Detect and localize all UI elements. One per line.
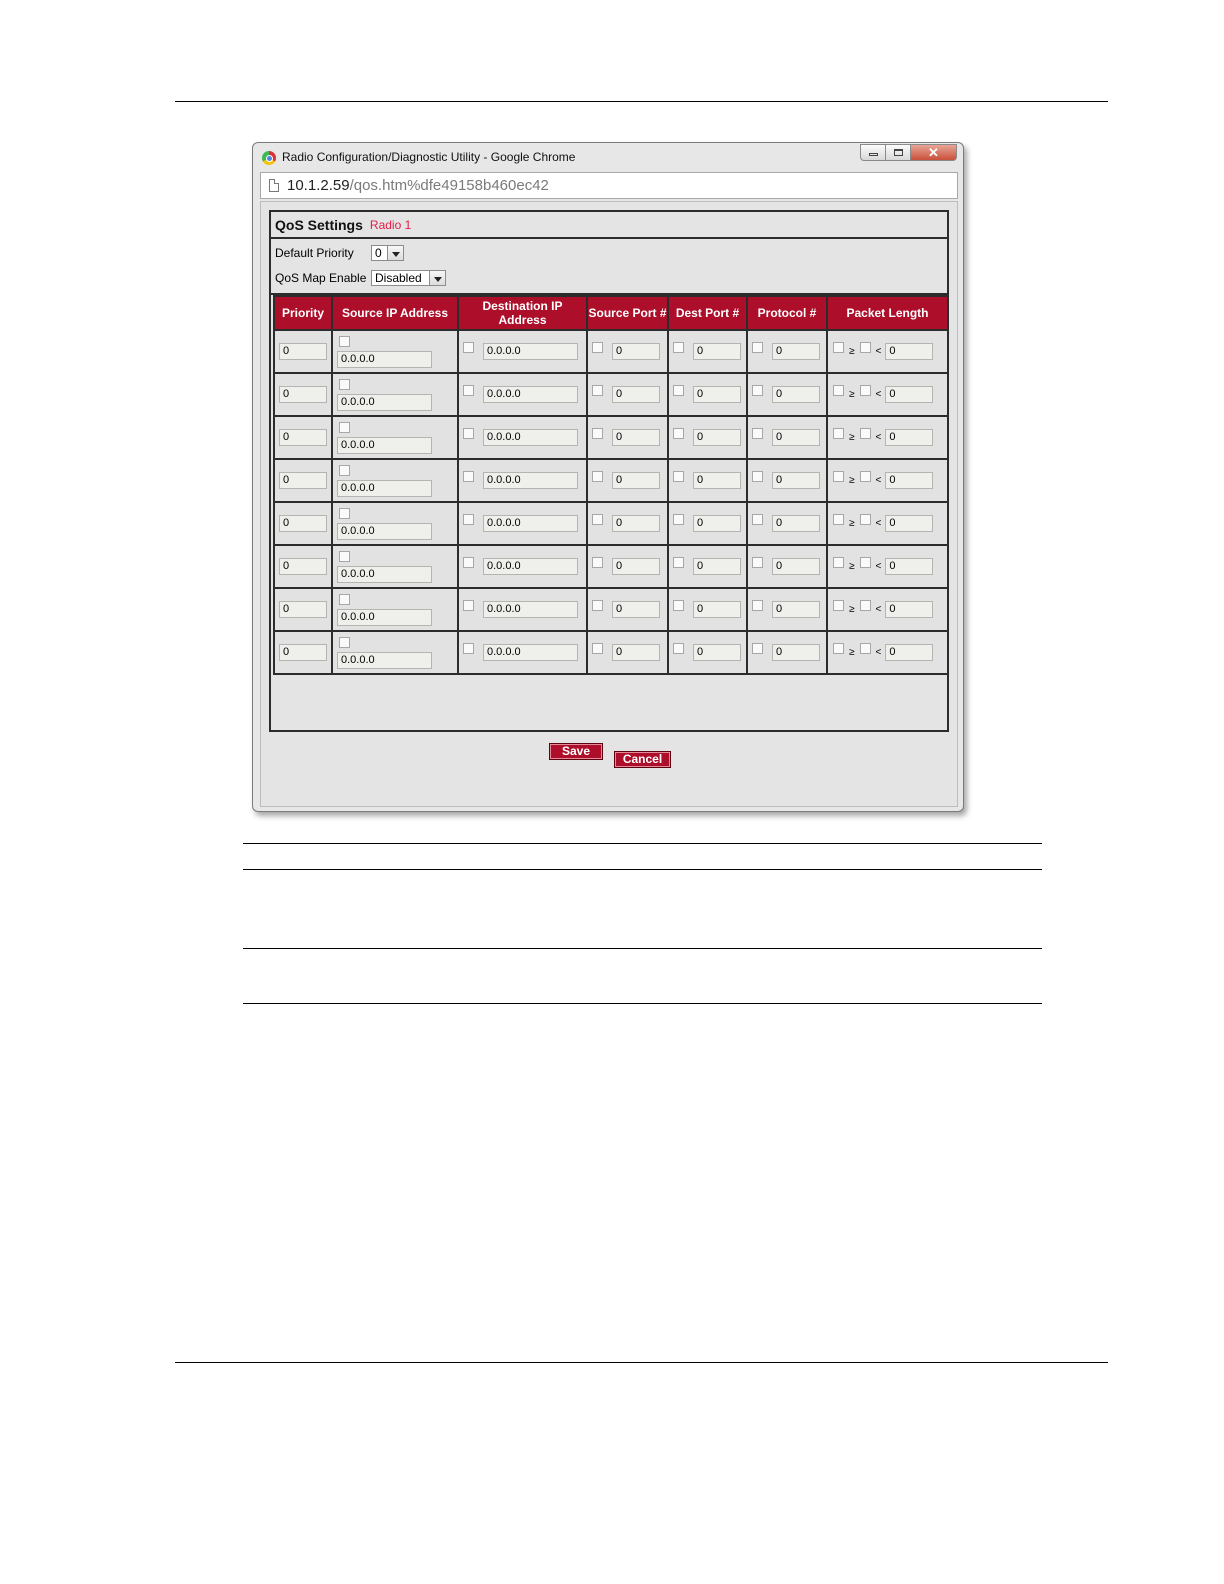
dest-port-cell [668,502,747,545]
page-content [260,201,958,807]
priority-input[interactable]: 0 [279,601,327,618]
panel-header [271,212,947,239]
source-port-checkbox[interactable] [592,342,603,353]
priority-cell [274,330,332,373]
packet-length-ge-checkbox[interactable] [833,385,844,396]
source-port-checkbox[interactable] [592,385,603,396]
table-rule [243,843,1042,844]
packet-length-cell [827,373,948,416]
chrome-logo-icon [262,151,276,165]
destination-ip-checkbox[interactable] [463,557,474,568]
protocol-checkbox[interactable] [752,385,763,396]
destination-ip-input[interactable]: 0.0.0.0 [483,386,578,403]
priority-input[interactable]: 0 [279,386,327,403]
source-port-checkbox[interactable] [592,600,603,611]
dest-port-checkbox[interactable] [673,643,684,654]
protocol-cell [747,545,827,588]
save-button[interactable]: Save [549,743,603,760]
priority-input[interactable]: 0 [279,343,327,360]
source-ip-cell [332,502,458,545]
source-ip-input[interactable]: 0.0.0.0 [337,566,432,583]
packet-length-cell [827,588,948,631]
dest-port-input[interactable]: 0 [693,472,741,489]
lt-symbol: < [875,432,882,443]
dest-port-checkbox[interactable] [673,600,684,611]
protocol-cell [747,330,827,373]
lt-symbol: < [875,518,882,529]
priority-input[interactable]: 0 [279,429,327,446]
window-title: Radio Configuration/Diagnostic Utility - Google Chrome [282,150,576,164]
ge-symbol: ≥ [849,647,855,658]
source-ip-checkbox[interactable] [339,336,350,347]
source-port-cell [587,631,668,674]
source-port-cell [587,502,668,545]
source-ip-input[interactable]: 0.0.0.0 [337,652,432,669]
default-priority-row [275,245,404,261]
source-ip-checkbox[interactable] [339,422,350,433]
priority-cell [274,545,332,588]
destination-ip-cell [458,545,587,588]
packet-length-ge-checkbox[interactable] [833,643,844,654]
column-header-source-port: Source Port # [587,296,668,330]
page-icon [269,179,279,192]
column-header-dest-port: Dest Port # [668,296,747,330]
source-port-input[interactable]: 0 [612,472,660,489]
protocol-cell [747,459,827,502]
source-port-input[interactable]: 0 [612,558,660,575]
protocol-checkbox[interactable] [752,600,763,611]
source-ip-checkbox[interactable] [339,379,350,390]
source-ip-checkbox[interactable] [339,637,350,648]
destination-ip-checkbox[interactable] [463,471,474,482]
packet-length-cell [827,502,948,545]
lt-symbol: < [875,346,882,357]
protocol-input[interactable]: 0 [772,386,820,403]
page-bottom-rule [175,1362,1108,1363]
table-header-row [274,296,948,330]
minimize-button[interactable] [860,144,886,161]
chevron-down-icon [429,271,445,285]
source-ip-checkbox[interactable] [339,508,350,519]
dest-port-checkbox[interactable] [673,342,684,353]
dest-port-cell [668,631,747,674]
protocol-checkbox[interactable] [752,514,763,525]
dest-port-checkbox[interactable] [673,428,684,439]
packet-length-ge-checkbox[interactable] [833,514,844,525]
packet-length-input[interactable]: 0 [885,472,933,489]
packet-length-lt-checkbox[interactable] [860,342,871,353]
packet-length-lt-checkbox[interactable] [860,514,871,525]
chevron-down-icon [387,246,403,260]
column-header-priority: Priority [274,296,332,330]
default-priority-select[interactable] [371,245,404,261]
packet-length-cell [827,545,948,588]
source-ip-cell [332,330,458,373]
priority-cell [274,459,332,502]
protocol-checkbox[interactable] [752,643,763,654]
packet-length-cell [827,631,948,674]
packet-length-lt-checkbox[interactable] [860,557,871,568]
page-top-rule [175,101,1108,102]
destination-ip-cell [458,588,587,631]
ge-symbol: ≥ [849,604,855,615]
destination-ip-input[interactable]: 0.0.0.0 [483,558,578,575]
source-port-cell [587,416,668,459]
packet-length-ge-checkbox[interactable] [833,342,844,353]
source-port-input[interactable]: 0 [612,601,660,618]
source-port-checkbox[interactable] [592,514,603,525]
dest-port-checkbox[interactable] [673,385,684,396]
table-row [274,330,948,373]
dest-port-cell [668,330,747,373]
packet-length-ge-checkbox[interactable] [833,471,844,482]
destination-ip-input[interactable]: 0.0.0.0 [483,515,578,532]
dest-port-input[interactable]: 0 [693,601,741,618]
source-port-cell [587,330,668,373]
source-ip-cell [332,631,458,674]
qos-map-enable-row [275,270,446,286]
protocol-checkbox[interactable] [752,342,763,353]
lt-symbol: < [875,389,882,400]
packet-length-cell [827,416,948,459]
ge-symbol: ≥ [849,561,855,572]
priority-cell [274,373,332,416]
destination-ip-checkbox[interactable] [463,514,474,525]
url-path: /qos.htm%dfe49158b460ec42 [349,177,549,194]
source-ip-checkbox[interactable] [339,551,350,562]
destination-ip-cell [458,502,587,545]
lt-symbol: < [875,604,882,615]
dest-port-cell [668,416,747,459]
lt-symbol: < [875,475,882,486]
qos-map-table [273,295,949,675]
window-controls [860,144,957,162]
qos-map-enable-label: QoS Map Enable [275,271,367,285]
table-row [274,416,948,459]
source-ip-input[interactable]: 0.0.0.0 [337,351,432,368]
table-row [274,459,948,502]
protocol-checkbox[interactable] [752,471,763,482]
table-row [274,373,948,416]
protocol-cell [747,502,827,545]
title-bar[interactable] [253,143,963,171]
ge-symbol: ≥ [849,518,855,529]
dest-port-cell [668,588,747,631]
packet-length-input[interactable]: 0 [885,386,933,403]
source-ip-cell [332,373,458,416]
url-text[interactable] [287,177,549,194]
qos-map-enable-value: Disabled [375,271,422,285]
column-header-destination-ip: Destination IP Address [458,296,587,330]
priority-input[interactable]: 0 [279,558,327,575]
source-port-cell [587,373,668,416]
source-ip-cell [332,588,458,631]
packet-length-input[interactable]: 0 [885,644,933,661]
page-title: QoS Settings [275,216,363,233]
protocol-cell [747,373,827,416]
protocol-cell [747,416,827,459]
table-row [274,502,948,545]
packet-length-cell [827,459,948,502]
dest-port-input[interactable]: 0 [693,343,741,360]
source-ip-input[interactable]: 0.0.0.0 [337,437,432,454]
source-ip-input[interactable]: 0.0.0.0 [337,609,432,626]
lt-symbol: < [875,647,882,658]
dest-port-input[interactable]: 0 [693,644,741,661]
cancel-button[interactable]: Cancel [614,751,671,768]
protocol-input[interactable]: 0 [772,343,820,360]
destination-ip-cell [458,330,587,373]
protocol-cell [747,631,827,674]
table-rule [243,948,1042,949]
protocol-input[interactable]: 0 [772,558,820,575]
packet-length-input[interactable]: 0 [885,601,933,618]
destination-ip-cell [458,373,587,416]
protocol-checkbox[interactable] [752,428,763,439]
priority-input[interactable]: 0 [279,515,327,532]
packet-length-cell [827,330,948,373]
destination-ip-checkbox[interactable] [463,428,474,439]
default-priority-label: Default Priority [275,246,354,260]
qos-settings-panel [269,210,949,732]
source-ip-cell [332,416,458,459]
source-port-input[interactable]: 0 [612,515,660,532]
source-ip-input[interactable]: 0.0.0.0 [337,480,432,497]
source-ip-input[interactable]: 0.0.0.0 [337,523,432,540]
general-settings [271,239,947,295]
table-row [274,588,948,631]
dest-port-cell [668,373,747,416]
packet-length-ge-checkbox[interactable] [833,600,844,611]
priority-cell [274,416,332,459]
packet-length-lt-checkbox[interactable] [860,471,871,482]
protocol-checkbox[interactable] [752,557,763,568]
protocol-input[interactable]: 0 [772,472,820,489]
source-port-cell [587,545,668,588]
table-rule [243,1003,1042,1004]
protocol-input[interactable]: 0 [772,515,820,532]
destination-ip-checkbox[interactable] [463,643,474,654]
destination-ip-cell [458,416,587,459]
dest-port-cell [668,545,747,588]
address-bar[interactable] [260,172,958,199]
source-port-checkbox[interactable] [592,428,603,439]
radio-label: Radio 1 [369,217,412,232]
column-header-protocol: Protocol # [747,296,827,330]
destination-ip-input[interactable]: 0.0.0.0 [483,601,578,618]
source-port-checkbox[interactable] [592,557,603,568]
protocol-input[interactable]: 0 [772,601,820,618]
maximize-button[interactable] [886,144,911,161]
source-ip-cell [332,545,458,588]
priority-cell [274,631,332,674]
table-rule [243,869,1042,870]
dest-port-input[interactable]: 0 [693,429,741,446]
column-header-source-ip: Source IP Address [332,296,458,330]
source-ip-input[interactable]: 0.0.0.0 [337,394,432,411]
dest-port-input[interactable]: 0 [693,558,741,575]
maximize-icon [894,149,903,156]
dest-port-checkbox[interactable] [673,471,684,482]
source-port-input[interactable]: 0 [612,644,660,661]
destination-ip-input[interactable]: 0.0.0.0 [483,644,578,661]
source-port-cell [587,459,668,502]
ge-symbol: ≥ [849,389,855,400]
packet-length-ge-checkbox[interactable] [833,428,844,439]
close-icon: ✕ [928,144,939,160]
destination-ip-input[interactable]: 0.0.0.0 [483,429,578,446]
dest-port-input[interactable]: 0 [693,515,741,532]
destination-ip-checkbox[interactable] [463,385,474,396]
close-button[interactable] [911,144,957,161]
priority-cell [274,502,332,545]
browser-window [252,142,964,812]
source-port-input[interactable]: 0 [612,343,660,360]
dest-port-checkbox[interactable] [673,514,684,525]
packet-length-input[interactable]: 0 [885,343,933,360]
source-port-checkbox[interactable] [592,643,603,654]
destination-ip-cell [458,459,587,502]
packet-length-lt-checkbox[interactable] [860,600,871,611]
qos-map-enable-select[interactable] [371,270,446,286]
destination-ip-input[interactable]: 0.0.0.0 [483,472,578,489]
packet-length-input[interactable]: 0 [885,429,933,446]
priority-input[interactable]: 0 [279,472,327,489]
source-ip-checkbox[interactable] [339,594,350,605]
source-port-checkbox[interactable] [592,471,603,482]
source-ip-cell [332,459,458,502]
ge-symbol: ≥ [849,432,855,443]
destination-ip-cell [458,631,587,674]
source-ip-checkbox[interactable] [339,465,350,476]
url-host: 10.1.2.59 [287,177,350,194]
packet-length-lt-checkbox[interactable] [860,643,871,654]
default-priority-value: 0 [375,246,382,260]
table-row [274,545,948,588]
packet-length-input[interactable]: 0 [885,558,933,575]
packet-length-ge-checkbox[interactable] [833,557,844,568]
packet-length-lt-checkbox[interactable] [860,428,871,439]
dest-port-input[interactable]: 0 [693,386,741,403]
ge-symbol: ≥ [849,475,855,486]
source-port-input[interactable]: 0 [612,386,660,403]
packet-length-input[interactable]: 0 [885,515,933,532]
lt-symbol: < [875,561,882,572]
protocol-input[interactable]: 0 [772,429,820,446]
destination-ip-input[interactable]: 0.0.0.0 [483,343,578,360]
column-header-packet-length: Packet Length [827,296,948,330]
table-body [274,330,948,674]
minimize-icon [869,153,878,156]
source-port-cell [587,588,668,631]
dest-port-cell [668,459,747,502]
priority-cell [274,588,332,631]
priority-input[interactable]: 0 [279,644,327,661]
protocol-cell [747,588,827,631]
ge-symbol: ≥ [849,346,855,357]
destination-ip-checkbox[interactable] [463,342,474,353]
packet-length-lt-checkbox[interactable] [860,385,871,396]
dest-port-checkbox[interactable] [673,557,684,568]
table-row [274,631,948,674]
destination-ip-checkbox[interactable] [463,600,474,611]
source-port-input[interactable]: 0 [612,429,660,446]
protocol-input[interactable]: 0 [772,644,820,661]
